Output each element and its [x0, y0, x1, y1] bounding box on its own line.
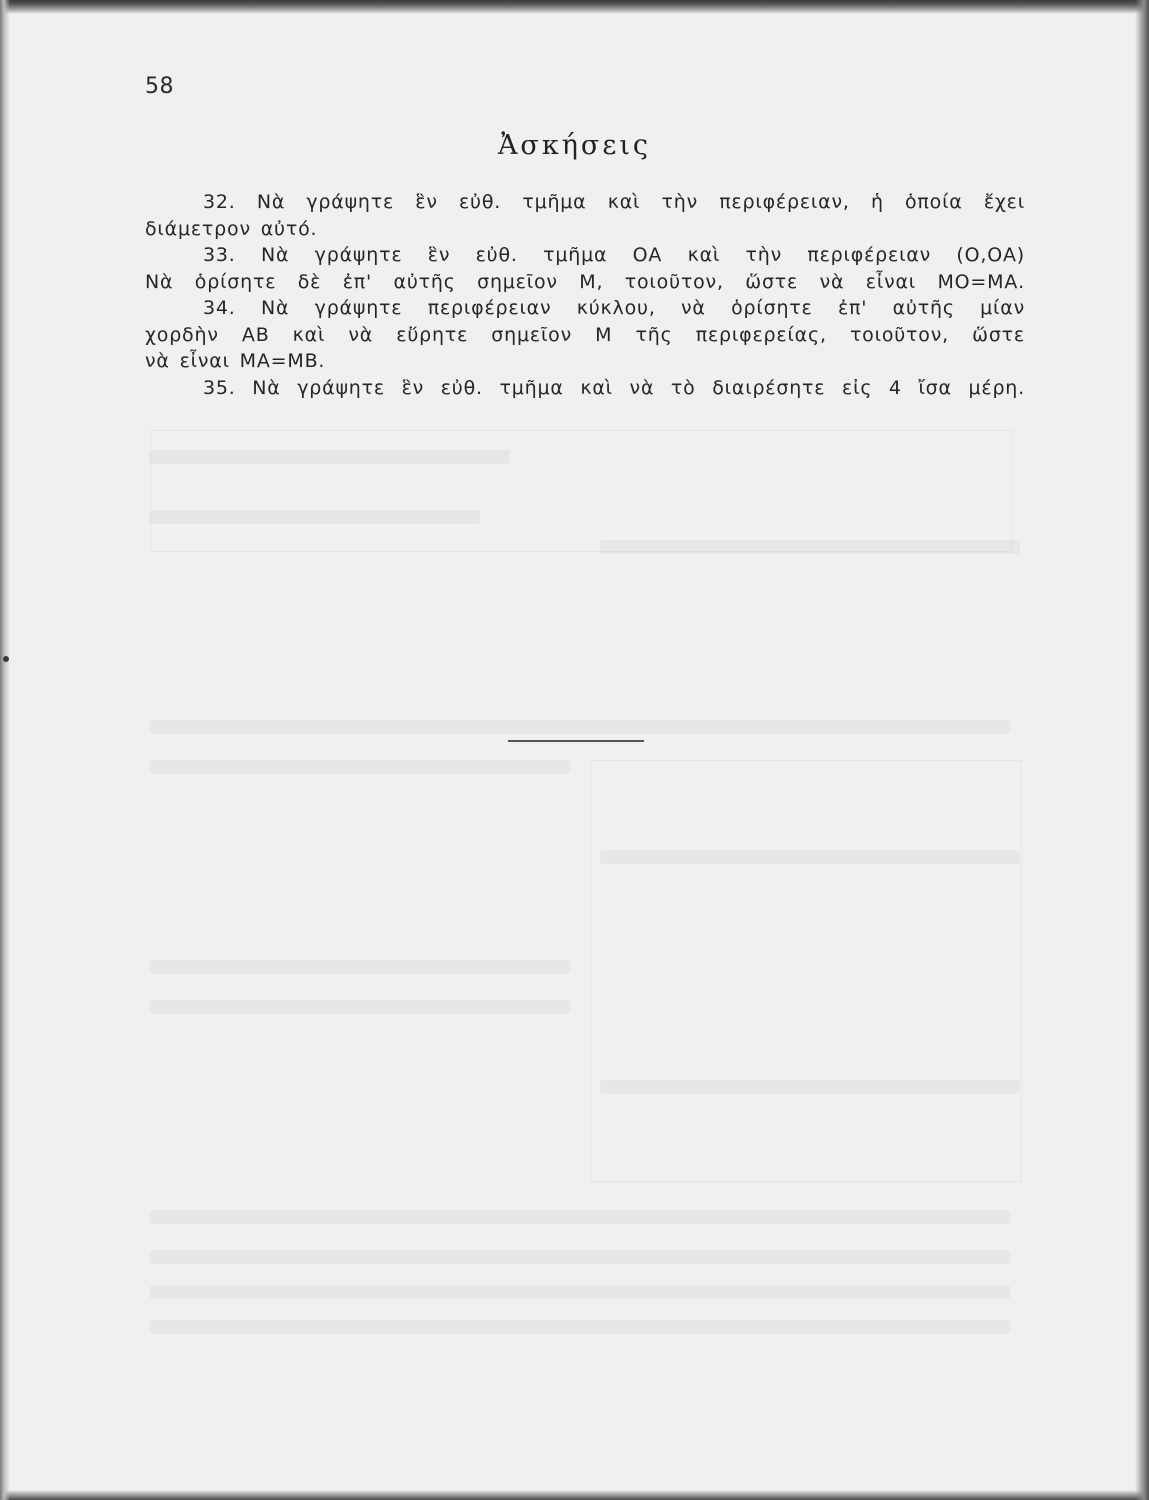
section-end-rule — [508, 740, 644, 742]
scan-edge-bottom — [0, 1490, 1149, 1500]
exercise-line: 32. Νὰ γράψητε ἓν εὐθ. τμῆμα καὶ τὴν περιφέρειαν, ἡ ὁποία ἔχει — [203, 191, 1025, 213]
exercise-list — [145, 189, 1025, 401]
scan-edge-top — [0, 0, 1149, 14]
section-title: Ἀσκήσεις — [497, 130, 652, 161]
exercise-line: 34. Νὰ γράψητε περιφέρειαν κύκλου, νὰ ὁρίσητε ἐπ' αὐτῆς μίαν — [203, 297, 1025, 319]
exercise-line: χορδὴν ΑΒ καὶ νὰ εὕρητε σημεῖον Μ τῆς περιφερείας, τοιοῦτον, ὥστε — [145, 323, 1025, 346]
exercise-33 — [145, 242, 1025, 295]
scan-edge-right — [1135, 0, 1149, 1500]
page-number: 58 — [145, 74, 174, 99]
exercise-line: νὰ εἶναι ΜΑ=ΜΒ. — [145, 350, 326, 372]
exercise-34 — [145, 295, 1025, 375]
exercise-32 — [145, 189, 1025, 242]
exercise-35 — [145, 375, 1025, 402]
exercise-line: 33. Νὰ γράψητε ἓν εὐθ. τμῆμα ΟΑ καὶ τὴν περιφέρειαν (Ο,ΟΑ) — [203, 244, 1025, 266]
scan-edge-left — [0, 0, 10, 1500]
exercise-line: διάμετρον αὐτό. — [145, 217, 318, 240]
scan-speck — [3, 656, 9, 662]
exercise-line: 35. Νὰ γράψητε ἓν εὐθ. τμῆμα καὶ νὰ τὸ διαιρέσητε εἰς 4 ἴσα μέρη. — [203, 376, 1025, 399]
exercise-line: Νὰ ὁρίσητε δὲ ἐπ' αὐτῆς σημεῖον Μ, τοιοῦτον, ὥστε νὰ εἶναι ΜΟ=ΜΑ. — [145, 270, 1025, 293]
